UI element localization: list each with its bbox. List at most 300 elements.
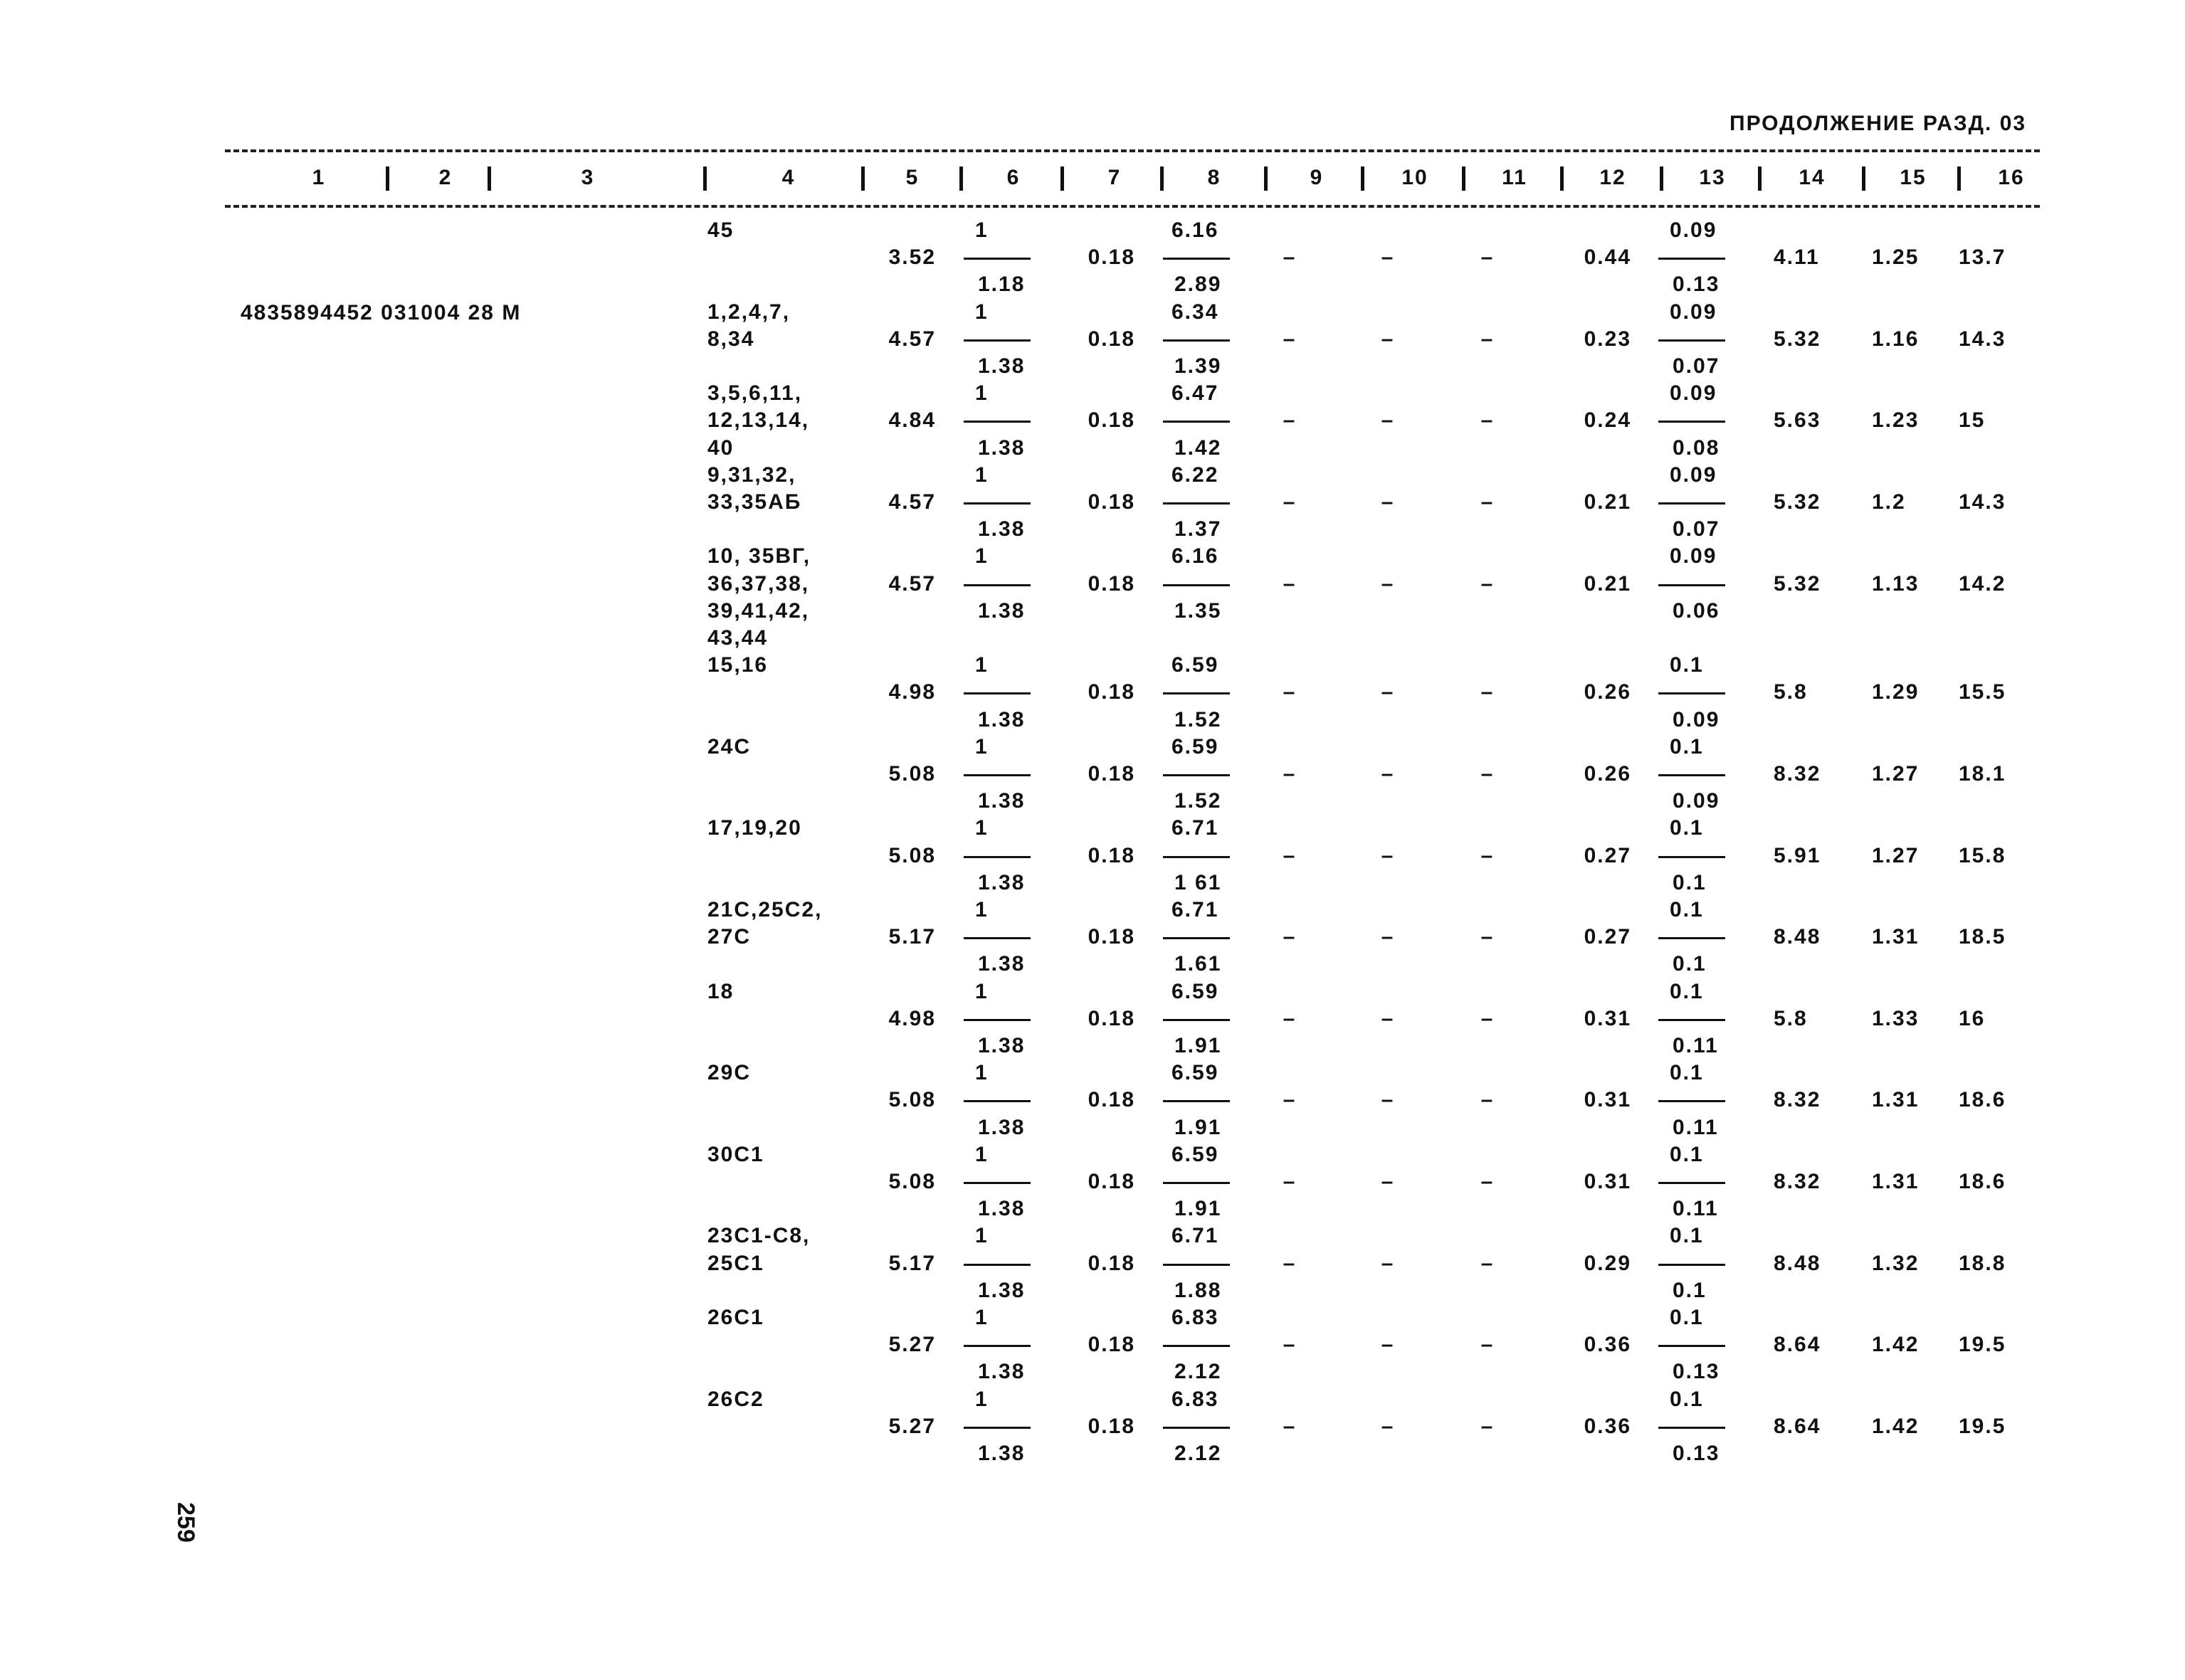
value-col-14: 8.64 [1774, 1414, 1821, 1438]
column-separator [1862, 167, 1865, 191]
empty-value-dash: – [1381, 1414, 1395, 1438]
value-col-15: 1.31 [1872, 1088, 1920, 1112]
column-header-5: 5 [905, 166, 920, 189]
fraction-line [1163, 1019, 1230, 1021]
value-col-15: 1.29 [1872, 680, 1920, 704]
fraction-line [964, 774, 1031, 776]
fraction-line [1163, 1264, 1230, 1266]
value-col-5: 4.98 [888, 680, 936, 704]
value-col-5: 4.98 [888, 1006, 936, 1030]
column-header-15: 15 [1900, 166, 1927, 189]
value-col-5: 5.17 [888, 925, 936, 949]
value-col-14: 8.32 [1774, 1088, 1821, 1112]
item-identifier: 10, 35ВГ, [707, 544, 811, 569]
column-separator [861, 167, 865, 191]
fraction-denominator: 1.38 [978, 354, 1026, 378]
value-col-14: 8.48 [1774, 925, 1821, 949]
fraction-denominator: 1 61 [1174, 870, 1222, 894]
value-col-14: 5.91 [1774, 843, 1821, 867]
empty-value-dash: – [1480, 1088, 1495, 1112]
fraction-numerator: 1 [975, 218, 989, 242]
column-separator [1758, 167, 1762, 191]
fraction-line [1658, 421, 1725, 423]
item-identifier: 43,44 [707, 626, 769, 650]
empty-value-dash: – [1480, 1251, 1495, 1275]
value-col-16: 18.6 [1959, 1088, 2006, 1112]
empty-value-dash: – [1283, 1088, 1297, 1112]
value-col-7: 0.18 [1088, 1170, 1135, 1193]
fraction-line [1658, 1264, 1725, 1266]
value-col-14: 8.48 [1774, 1251, 1821, 1275]
item-identifier: 17,19,20 [707, 816, 802, 840]
column-header-11: 11 [1502, 166, 1527, 189]
value-col-16: 18.6 [1959, 1170, 2006, 1193]
value-col-14: 8.64 [1774, 1333, 1821, 1357]
empty-value-dash: – [1480, 490, 1495, 514]
fraction-numerator: 1 [975, 300, 989, 324]
value-col-15: 1.31 [1872, 925, 1920, 949]
column-header-10: 10 [1401, 166, 1428, 189]
value-col-14: 5.32 [1774, 327, 1821, 351]
fraction-denominator: 1.38 [978, 952, 1026, 976]
fraction-denominator: 0.1 [1673, 952, 1707, 976]
fraction-numerator: 1 [975, 1061, 989, 1085]
value-col-12: 0.21 [1584, 571, 1631, 596]
fraction-numerator: 1 [975, 898, 989, 921]
item-identifier: 45 [707, 218, 735, 242]
value-col-7: 0.18 [1088, 1414, 1135, 1438]
fraction-denominator: 0.11 [1673, 1115, 1719, 1139]
fraction-line [1163, 584, 1230, 586]
value-col-7: 0.18 [1088, 762, 1135, 786]
fraction-denominator: 1.38 [978, 598, 1026, 623]
item-identifier: 1,2,4,7, [707, 300, 791, 324]
value-col-15: 1.2 [1872, 490, 1906, 514]
value-col-15: 1.13 [1872, 571, 1920, 596]
fraction-line [1658, 502, 1725, 504]
column-header-14: 14 [1799, 166, 1826, 189]
value-col-15: 1.27 [1872, 762, 1920, 786]
fraction-numerator: 0.1 [1670, 1061, 1704, 1085]
value-col-16: 16 [1959, 1006, 1986, 1030]
fraction-line [964, 1019, 1031, 1021]
item-identifier: 12,13,14, [707, 408, 810, 433]
fraction-denominator: 1.91 [1174, 1197, 1222, 1221]
value-col-16: 18.5 [1959, 925, 2006, 949]
fraction-denominator: 0.13 [1673, 1360, 1720, 1384]
fraction-numerator: 0.1 [1670, 1224, 1704, 1248]
product-code: 4835894452 031004 28 М [241, 301, 522, 324]
fraction-denominator: 1.91 [1174, 1115, 1222, 1139]
item-identifier: 8,34 [707, 327, 755, 351]
fraction-denominator: 0.09 [1673, 707, 1720, 731]
value-col-7: 0.18 [1088, 1251, 1135, 1275]
fraction-line [1658, 584, 1725, 586]
value-col-7: 0.18 [1088, 245, 1135, 270]
fraction-numerator: 1 [975, 734, 989, 759]
fraction-line [964, 1345, 1031, 1347]
fraction-numerator: 0.09 [1670, 463, 1717, 487]
fraction-numerator: 1 [975, 1306, 989, 1329]
fraction-numerator: 0.1 [1670, 1387, 1704, 1411]
item-identifier: 9,31,32, [707, 463, 796, 487]
fraction-numerator: 0.1 [1670, 979, 1704, 1003]
value-col-7: 0.18 [1088, 843, 1135, 867]
fraction-numerator: 0.09 [1670, 300, 1717, 324]
fraction-line [1163, 258, 1230, 260]
column-header-9: 9 [1310, 166, 1324, 189]
value-col-16: 15 [1959, 408, 1986, 433]
value-col-15: 1.33 [1872, 1006, 1920, 1030]
value-col-5: 4.57 [888, 327, 936, 351]
fraction-line [1658, 339, 1725, 342]
value-col-5: 4.57 [888, 490, 936, 514]
fraction-line [964, 1182, 1031, 1184]
column-separator [1660, 167, 1663, 191]
value-col-5: 5.08 [888, 1170, 936, 1193]
column-header-3: 3 [581, 166, 595, 189]
value-col-7: 0.18 [1088, 490, 1135, 514]
item-identifier: 23С1-С8, [707, 1224, 811, 1248]
fraction-denominator: 1.91 [1174, 1034, 1222, 1057]
fraction-denominator: 1.38 [978, 1442, 1026, 1465]
value-col-16: 14.3 [1959, 490, 2006, 514]
fraction-denominator: 0.1 [1673, 870, 1707, 894]
fraction-line [1658, 774, 1725, 776]
item-identifier: 39,41,42, [707, 598, 810, 623]
fraction-numerator: 1 [975, 979, 989, 1003]
fraction-denominator: 1.37 [1174, 517, 1222, 541]
empty-value-dash: – [1381, 762, 1395, 786]
fraction-denominator: 0.07 [1673, 354, 1720, 378]
fraction-line [1658, 692, 1725, 694]
column-separator [1560, 167, 1564, 191]
empty-value-dash: – [1283, 1333, 1297, 1357]
continuation-title: ПРОДОЛЖЕНИЕ РАЗД. 03 [1729, 112, 2027, 135]
value-col-12: 0.26 [1584, 762, 1631, 786]
fraction-denominator: 1.61 [1174, 952, 1222, 976]
fraction-denominator: 0.13 [1673, 273, 1720, 297]
item-identifier: 40 [707, 435, 735, 460]
fraction-line [1658, 856, 1725, 858]
fraction-denominator: 1.18 [978, 273, 1026, 297]
value-col-16: 19.5 [1959, 1333, 2006, 1357]
fraction-denominator: 1.52 [1174, 707, 1222, 731]
fraction-numerator: 6.34 [1172, 300, 1219, 324]
value-col-5: 5.27 [888, 1414, 936, 1438]
value-col-12: 0.31 [1584, 1170, 1631, 1193]
value-col-16: 18.8 [1959, 1251, 2006, 1275]
empty-value-dash: – [1381, 1170, 1395, 1193]
fraction-numerator: 0.1 [1670, 734, 1704, 759]
fraction-line [1658, 258, 1725, 260]
value-col-15: 1.23 [1872, 408, 1920, 433]
value-col-12: 0.44 [1584, 245, 1631, 270]
fraction-line [1163, 856, 1230, 858]
value-col-14: 5.63 [1774, 408, 1821, 433]
empty-value-dash: – [1381, 925, 1395, 949]
fraction-numerator: 1 [975, 816, 989, 840]
value-col-15: 1.32 [1872, 1251, 1920, 1275]
value-col-15: 1.31 [1872, 1170, 1920, 1193]
value-col-5: 3.52 [888, 245, 936, 270]
value-col-12: 0.29 [1584, 1251, 1631, 1275]
item-identifier: 29С [707, 1061, 752, 1085]
value-col-14: 4.11 [1774, 245, 1820, 270]
fraction-line [1163, 1182, 1230, 1184]
item-identifier: 36,37,38, [707, 571, 810, 596]
value-col-16: 18.1 [1959, 762, 2006, 786]
value-col-12: 0.31 [1584, 1006, 1631, 1030]
fraction-line [964, 937, 1031, 939]
value-col-16: 15.5 [1959, 680, 2006, 704]
fraction-denominator: 0.09 [1673, 789, 1720, 813]
empty-value-dash: – [1381, 327, 1395, 351]
fraction-line [1658, 1100, 1725, 1102]
fraction-numerator: 6.71 [1172, 1224, 1219, 1248]
fraction-line [964, 421, 1031, 423]
column-separator [703, 167, 707, 191]
value-col-5: 5.27 [888, 1333, 936, 1357]
value-col-12: 0.36 [1584, 1414, 1631, 1438]
header-bottom-rule [225, 205, 2040, 208]
empty-value-dash: – [1381, 680, 1395, 704]
empty-value-dash: – [1283, 490, 1297, 514]
empty-value-dash: – [1283, 245, 1297, 270]
fraction-numerator: 6.22 [1172, 463, 1219, 487]
value-col-7: 0.18 [1088, 571, 1135, 596]
value-col-5: 5.08 [888, 1088, 936, 1112]
empty-value-dash: – [1283, 843, 1297, 867]
value-col-15: 1.42 [1872, 1414, 1920, 1438]
fraction-numerator: 1 [975, 463, 989, 487]
fraction-denominator: 1.38 [978, 1360, 1026, 1384]
fraction-denominator: 1.38 [978, 707, 1026, 731]
value-col-15: 1.25 [1872, 245, 1920, 270]
fraction-numerator: 0.09 [1670, 381, 1717, 406]
value-col-14: 8.32 [1774, 762, 1821, 786]
fraction-denominator: 1.39 [1174, 354, 1222, 378]
value-col-5: 5.17 [888, 1251, 936, 1275]
value-col-16: 15.8 [1959, 843, 2006, 867]
empty-value-dash: – [1283, 1414, 1297, 1438]
item-identifier: 15,16 [707, 653, 769, 677]
item-identifier: 25С1 [707, 1251, 764, 1275]
value-col-12: 0.31 [1584, 1088, 1631, 1112]
column-separator [1361, 167, 1364, 191]
fraction-denominator: 1.88 [1174, 1278, 1222, 1302]
fraction-denominator: 0.08 [1673, 435, 1720, 460]
fraction-numerator: 1 [975, 1224, 989, 1248]
column-header-13: 13 [1699, 166, 1726, 189]
fraction-numerator: 6.83 [1172, 1306, 1219, 1329]
fraction-numerator: 0.1 [1670, 898, 1704, 921]
empty-value-dash: – [1381, 1006, 1395, 1030]
fraction-numerator: 1 [975, 1142, 989, 1166]
fraction-denominator: 2.12 [1174, 1442, 1222, 1465]
value-col-14: 5.8 [1774, 1006, 1808, 1030]
fraction-line [964, 502, 1031, 504]
column-header-16: 16 [1998, 166, 2025, 189]
item-identifier: 33,35АБ [707, 490, 802, 514]
value-col-14: 5.32 [1774, 571, 1821, 596]
fraction-numerator: 0.09 [1670, 544, 1717, 569]
empty-value-dash: – [1480, 1170, 1495, 1193]
item-identifier: 24С [707, 734, 752, 759]
fraction-numerator: 0.1 [1670, 1306, 1704, 1329]
empty-value-dash: – [1480, 1414, 1495, 1438]
item-identifier: 26С1 [707, 1306, 764, 1329]
fraction-line [1163, 1345, 1230, 1347]
fraction-numerator: 1 [975, 653, 989, 677]
fraction-numerator: 0.1 [1670, 653, 1704, 677]
value-col-12: 0.26 [1584, 680, 1631, 704]
empty-value-dash: – [1381, 843, 1395, 867]
fraction-denominator: 1.38 [978, 1034, 1026, 1057]
fraction-line [1163, 1427, 1230, 1429]
value-col-14: 8.32 [1774, 1170, 1821, 1193]
value-col-5: 5.08 [888, 843, 936, 867]
value-col-16: 14.3 [1959, 327, 2006, 351]
value-col-7: 0.18 [1088, 1006, 1135, 1030]
fraction-denominator: 0.07 [1673, 517, 1720, 541]
empty-value-dash: – [1480, 843, 1495, 867]
fraction-numerator: 0.1 [1670, 1142, 1704, 1166]
empty-value-dash: – [1283, 680, 1297, 704]
column-header-2: 2 [438, 166, 453, 189]
value-col-16: 19.5 [1959, 1414, 2006, 1438]
column-separator [959, 167, 963, 191]
fraction-numerator: 6.59 [1172, 1142, 1219, 1166]
empty-value-dash: – [1283, 1006, 1297, 1030]
value-col-5: 4.84 [888, 408, 936, 433]
fraction-numerator: 6.71 [1172, 816, 1219, 840]
fraction-line [964, 856, 1031, 858]
fraction-denominator: 1.38 [978, 435, 1026, 460]
fraction-numerator: 0.09 [1670, 218, 1717, 242]
column-header-12: 12 [1599, 166, 1626, 189]
fraction-numerator: 1 [975, 544, 989, 569]
column-header-8: 8 [1207, 166, 1221, 189]
fraction-line [1163, 692, 1230, 694]
empty-value-dash: – [1480, 1006, 1495, 1030]
fraction-numerator: 6.83 [1172, 1387, 1219, 1411]
item-identifier: 26С2 [707, 1387, 764, 1411]
fraction-line [964, 1427, 1031, 1429]
empty-value-dash: – [1381, 1333, 1395, 1357]
value-col-12: 0.23 [1584, 327, 1631, 351]
fraction-numerator: 6.59 [1172, 1061, 1219, 1085]
value-col-15: 1.42 [1872, 1333, 1920, 1357]
header-top-rule [225, 149, 2040, 152]
fraction-numerator: 1 [975, 1387, 989, 1411]
empty-value-dash: – [1381, 1251, 1395, 1275]
fraction-line [964, 584, 1031, 586]
fraction-line [1163, 339, 1230, 342]
fraction-line [1658, 937, 1725, 939]
fraction-numerator: 6.59 [1172, 653, 1219, 677]
fraction-denominator: 1.35 [1174, 598, 1222, 623]
item-identifier: 21С,25С2, [707, 898, 823, 921]
fraction-numerator: 6.47 [1172, 381, 1219, 406]
fraction-numerator: 6.16 [1172, 544, 1219, 569]
empty-value-dash: – [1381, 490, 1395, 514]
column-separator [386, 167, 389, 191]
fraction-line [964, 258, 1031, 260]
empty-value-dash: – [1283, 1251, 1297, 1275]
empty-value-dash: – [1283, 408, 1297, 433]
fraction-denominator: 1.38 [978, 1197, 1026, 1221]
value-col-12: 0.21 [1584, 490, 1631, 514]
empty-value-dash: – [1283, 1170, 1297, 1193]
value-col-14: 5.8 [1774, 680, 1808, 704]
value-col-7: 0.18 [1088, 1088, 1135, 1112]
item-identifier: 3,5,6,11, [707, 381, 803, 406]
fraction-numerator: 6.59 [1172, 734, 1219, 759]
fraction-denominator: 1.38 [978, 1278, 1026, 1302]
fraction-line [1163, 421, 1230, 423]
item-identifier: 27С [707, 925, 752, 949]
fraction-denominator: 0.11 [1673, 1197, 1719, 1221]
value-col-7: 0.18 [1088, 925, 1135, 949]
empty-value-dash: – [1480, 1333, 1495, 1357]
empty-value-dash: – [1381, 245, 1395, 270]
value-col-7: 0.18 [1088, 408, 1135, 433]
empty-value-dash: – [1283, 925, 1297, 949]
fraction-numerator: 6.71 [1172, 898, 1219, 921]
fraction-denominator: 1.38 [978, 517, 1026, 541]
fraction-line [964, 339, 1031, 342]
column-header-6: 6 [1006, 166, 1021, 189]
fraction-denominator: 2.12 [1174, 1360, 1222, 1384]
fraction-line [1658, 1427, 1725, 1429]
fraction-line [1163, 1100, 1230, 1102]
value-col-7: 0.18 [1088, 327, 1135, 351]
value-col-12: 0.24 [1584, 408, 1631, 433]
page-number: 259 [172, 1502, 199, 1543]
fraction-denominator: 1.38 [978, 870, 1026, 894]
fraction-line [1163, 774, 1230, 776]
fraction-line [964, 1100, 1031, 1102]
empty-value-dash: – [1480, 408, 1495, 433]
empty-value-dash: – [1381, 408, 1395, 433]
fraction-denominator: 0.1 [1673, 1278, 1707, 1302]
fraction-denominator: 0.06 [1673, 598, 1720, 623]
fraction-line [1163, 502, 1230, 504]
fraction-denominator: 0.11 [1673, 1034, 1719, 1057]
fraction-numerator: 6.59 [1172, 979, 1219, 1003]
column-separator [1462, 167, 1465, 191]
column-header-1: 1 [312, 166, 326, 189]
empty-value-dash: – [1480, 327, 1495, 351]
fraction-line [1658, 1019, 1725, 1021]
item-identifier: 30С1 [707, 1142, 764, 1166]
empty-value-dash: – [1480, 245, 1495, 270]
value-col-7: 0.18 [1088, 1333, 1135, 1357]
empty-value-dash: – [1283, 762, 1297, 786]
value-col-5: 4.57 [888, 571, 936, 596]
fraction-line [1658, 1345, 1725, 1347]
empty-value-dash: – [1381, 571, 1395, 596]
fraction-denominator: 1.52 [1174, 789, 1222, 813]
fraction-line [1658, 1182, 1725, 1184]
fraction-line [1163, 937, 1230, 939]
value-col-15: 1.16 [1872, 327, 1920, 351]
fraction-denominator: 1.38 [978, 789, 1026, 813]
fraction-denominator: 0.13 [1673, 1442, 1720, 1465]
column-separator [488, 167, 491, 191]
value-col-15: 1.27 [1872, 843, 1920, 867]
